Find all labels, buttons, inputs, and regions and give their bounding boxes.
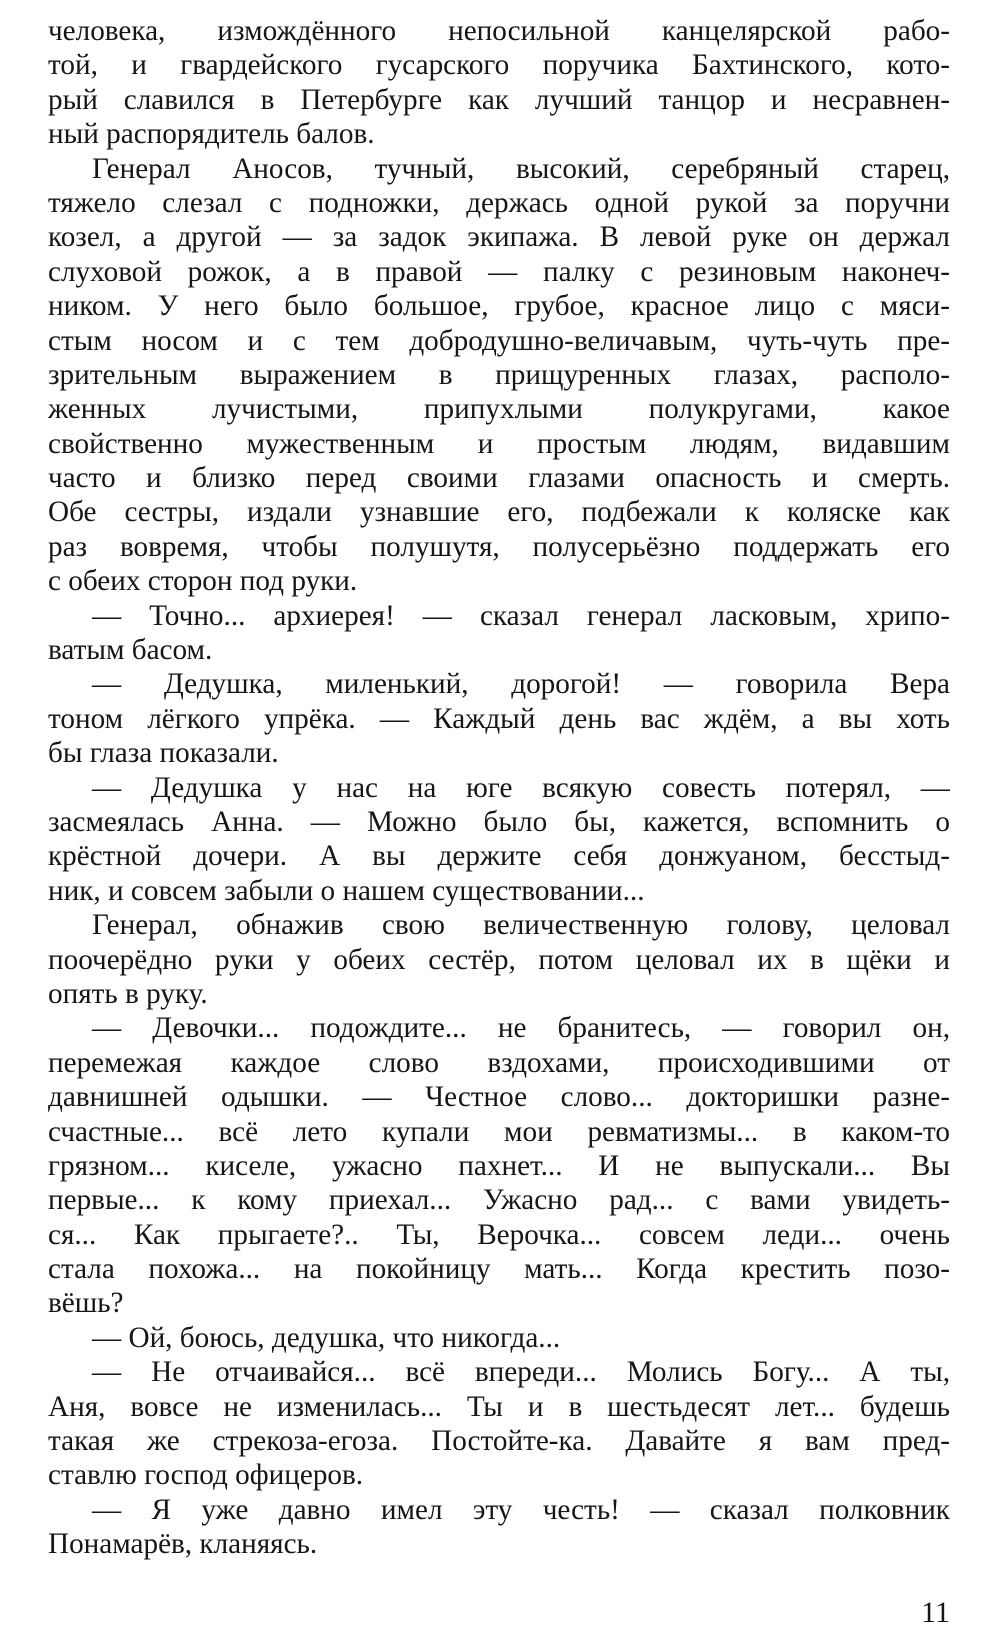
text-line: той, и гвардейского гусарского поручика Бахтинского, кото- [48, 49, 950, 82]
text-line: опять в руку. [48, 977, 208, 1010]
text-line: слуховой рожок, а в правой — палку с резиновым наконеч- [48, 255, 950, 288]
text-line: — Девочки... подождите... не бранитесь, — говорил он, [92, 1012, 950, 1045]
text-line: — Не отчаивайся... всё впереди... Молись Богу... А ты, [92, 1356, 950, 1389]
text-line: — Дедушка, миленький, дорогой! — говорила Вера [92, 668, 950, 701]
text-line: козел, а другой — за задок экипажа. В левой руке он держал [48, 221, 950, 254]
text-line: тоном лёгкого упрёка. — Каждый день вас ждём, а вы хоть [48, 702, 950, 735]
text-line: с обеих сторон под руки. [48, 565, 358, 598]
text-line: Генерал Аносов, тучный, высокий, серебряный старец, [92, 152, 950, 185]
text-line: часто и близко перед своими глазами опасность и смерть. [48, 462, 950, 495]
text-line: грязном... киселе, ужасно пахнет... И не выпускали... Вы [48, 1149, 950, 1182]
text-line: ватым басом. [48, 634, 213, 667]
text-line: рый славился в Петербурге как лучший танцор и несравнен- [48, 83, 950, 116]
text-line: ставлю господ офицеров. [48, 1459, 364, 1492]
text-line: счастные... всё лето купали мои ревматизмы... в каком-то [48, 1115, 950, 1148]
text-line: давнишней одышки. — Честное слово... докторишки разне- [48, 1081, 950, 1114]
text-line: стала похожа... на покойницу мать... Когда крестить позо- [48, 1253, 950, 1286]
text-line: ник, и совсем забыли о нашем существовании... [48, 874, 645, 907]
text-line: человека, измождённого непосильной канцелярской рабо- [48, 15, 950, 47]
text-line: ся... Как прыгаете?.. Ты, Верочка... совсем леди... очень [48, 1218, 950, 1251]
text-line: — Я уже давно имел эту честь! — сказал полковник [92, 1493, 950, 1526]
text-line: вёшь? [48, 1287, 124, 1320]
text-line: свойственно мужественным и простым людям, видавшим [48, 427, 950, 460]
text-line: крёстной дочери. А вы держите себя донжуаном, бесстыд- [48, 840, 950, 873]
text-line: бы глаза показали. [48, 737, 279, 770]
text-line: Аня, вовсе не изменилась... Ты и в шестьдесят лет... будешь [48, 1390, 950, 1423]
text-line: Обе сестры, издали узнавшие его, подбежали к коляске как [48, 496, 950, 529]
text-line: тяжело слезал с подножки, держась одной рукой за поручни [48, 186, 950, 219]
text-line: перемежая каждое слово вздохами, происходившими от [48, 1046, 950, 1079]
text-line: зрительным выражением в прищуренных глазах, располо- [48, 358, 950, 391]
text-line: — Дедушка у нас на юге всякую совесть потерял, — [92, 771, 950, 804]
text-line: Понамарёв, кланяясь. [48, 1528, 318, 1561]
text-line: поочерёдно руки у обеих сестёр, потом целовал их в щёки и [48, 943, 950, 976]
text-line: первые... к кому приехал... Ужасно рад... с вами увидеть- [48, 1184, 950, 1217]
text-line: такая же стрекоза-егоза. Постойте-ка. Давайте я вам пред- [48, 1425, 950, 1458]
text-line: — Точно... архиерея! — сказал генерал ласковым, хрипо- [92, 599, 950, 632]
text-line: стым носом и с тем добродушно-величавым, чуть-чуть пре- [48, 324, 950, 357]
text-line: ный распорядитель балов. [48, 118, 375, 151]
text-line: Генерал, обнажив свою величественную голову, целовал [92, 909, 950, 942]
text-line: ником. У него было большое, грубое, красное лицо с мяси- [48, 290, 950, 323]
text-line: женных лучистыми, припухлыми полукругами, какое [48, 393, 950, 426]
text-line: засмеялась Анна. — Можно было бы, кажется, вспомнить о [48, 805, 950, 838]
page-text [48, 14, 950, 1562]
text-line: раз вовремя, чтобы полушутя, полусерьёзно поддержать его [48, 530, 950, 563]
text-line: — Ой, боюсь, дедушка, что никогда... [92, 1321, 561, 1354]
page-number: 11 [921, 1596, 950, 1629]
